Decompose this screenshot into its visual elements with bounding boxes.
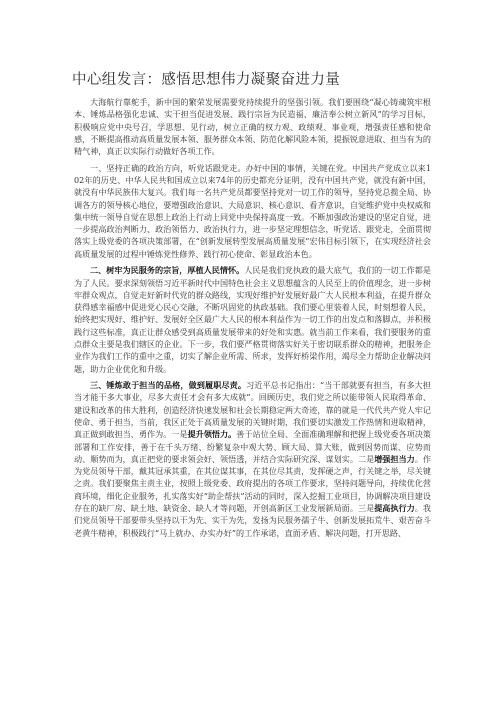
body-paragraph bbox=[74, 96, 431, 157]
page-title: 中心组发言：感悟思想伟力凝聚奋进力量 bbox=[72, 72, 341, 88]
paragraph-text: 人民是我们党执政的最大底气，我们的一切工作都是为了人民。要求深刻领悟习近平新时代中国特色社会主义思想蕴含的人民至上的价值理念，进一步树牢群众观点，自觉走好新时代党的群众路线，实现好维护好发展好最广大人民根本利益，在提升群众获得感幸福感中促进党心民心交融，不断巩固党的执政基础。我们要心里装着人民，时刻想着人民，始终把实现好、维护好、发展好全区最广大人民的根本利益作为一切工作的出发点和落脚点，并积极践行这些标准，真正让群众感受到高质量发展带来的好处和实惠。就当前工作来看，我们要服务的重点群众主要是我们辖区的企业。下一步，我们要严格贯彻落实好关于密切联系群众的精神，把服务企业作为我们工作的重中之重，切实了解企业所需、所求，发挥好桥梁作用，竭尽全力帮助企业解决问题，助力企业优化和升级。 bbox=[74, 265, 431, 374]
bold-heading-text: 提高执行力 bbox=[374, 503, 415, 514]
bold-heading-text: 增强担当力 bbox=[374, 453, 415, 464]
paragraph-text: 。作为党员领导干部，戴其冠承其重，在其位谋其事，在其位尽其责，发挥硬之声，行关键之举，尽关键之责。我们要聚焦主责主业，按照上级党委、政府提出的各项工作要求，坚持问题导向，持续优化营商环境，细化企业服务，扎实落实好“助企帮扶”活动的同时，深入挖掘工业项目，协调解决项目建设存在的缺厂房、缺土地、缺资金、缺人才等问题，开创高新区工业发展新局面。三是 bbox=[74, 453, 431, 514]
bold-heading-text: 二、树牢为民服务的宗旨，厚植人民情怀。 bbox=[90, 265, 245, 276]
paragraph-text: 一、坚持正确的政治方向，听党话跟党走。办好中国的事情，关键在党。中国共产党成立以来102年的历史、中华人民共和国成立以来74年的历史都充分证明，没有中国共产党，就没有新中国，就没有中华民族伟大复兴。我们每一名共产党员都要坚持党对一切工作的领导，坚持党总揽全局、协调各方的领导核心地位，要增强政治意识、大局意识、核心意识、看齐意识，自觉维护党中央权威和集中统一领导自觉在思想上政治上行动上同党中央保持高度一致。不断加强政治建设的坚定自觉，进一步提高政治判断力、政治领悟力、政治执行力，进一步坚定理想信念，听党话、跟党走，全面贯彻落实上级党委的各项决策部署，在“创新发展转型发展高质量发展”宏伟目标引领下，在实现经济社会高质量发展的过程中锤炼党性修养、践行初心使命、彰显政治本色。 bbox=[74, 162, 431, 259]
document-body bbox=[74, 96, 431, 543]
body-paragraph bbox=[74, 264, 431, 375]
paragraph-text: 善于站位全局、全面准确理解和把握上级党委各项决策部署和工作安排，善于在千头万绪、纷繁复杂中观大势、顾大局、算大账，做到因势而谋、应势而动、顺势而为，真正把党的要求领会好、领悟透，并结合实际研究深、谋划实。二是 bbox=[74, 429, 431, 464]
bold-heading-text: 提升领悟力。 bbox=[187, 429, 237, 440]
bold-heading-text: 三、锤炼敢于担当的品格，做到履职尽责。 bbox=[90, 380, 247, 391]
paragraph-text: 习近平总书记指出：“当干部就要有担当，有多大担当才能干多大事业，尽多大责任才会有多大成就”。回顾历史，我们党之所以能带领人民取得革命、建设和改革的伟大胜利，创造经济快速发展和社会长期稳定两大奇迹，靠的就是一代代共产党人牢记使命、勇于担当，当前，我区正处于高质量发展的关键时期，我们要切实激发工作热情和进取精神，真正做到敢担当、勇作为。一是 bbox=[74, 380, 431, 440]
body-paragraph bbox=[74, 162, 431, 260]
body-paragraph bbox=[74, 379, 431, 539]
paragraph-text: 。我们党员领导干部要带头坚持以干为先、实干为先，发扬为民服务孺子牛、创新发展拓荒牛、艰苦奋斗老黄牛精神，积极践行“马上就办、办实办好”的工作承诺，直面矛盾、解决问题，打开思路、 bbox=[74, 503, 431, 538]
paragraph-text: 大海航行靠舵手，新中国的繁荣发展需要党持续提升的坚强引领。我们要围绕“凝心铸魂筑牢根本、锤炼品格强化忠诚、实干担当促进发展、践行宗旨为民造福、廉洁奉公树立新风”的学习目标，积极响应党中央号召，学思想、见行动，树立正确的权力观、政绩观、事业观，增强责任感和使命感，不断提高推动高质量发展本领、服务群众本领、防范化解风险本领，提振锐意进取、担当有为的精气神，真正以实际行动做好各项工作。 bbox=[74, 97, 431, 157]
